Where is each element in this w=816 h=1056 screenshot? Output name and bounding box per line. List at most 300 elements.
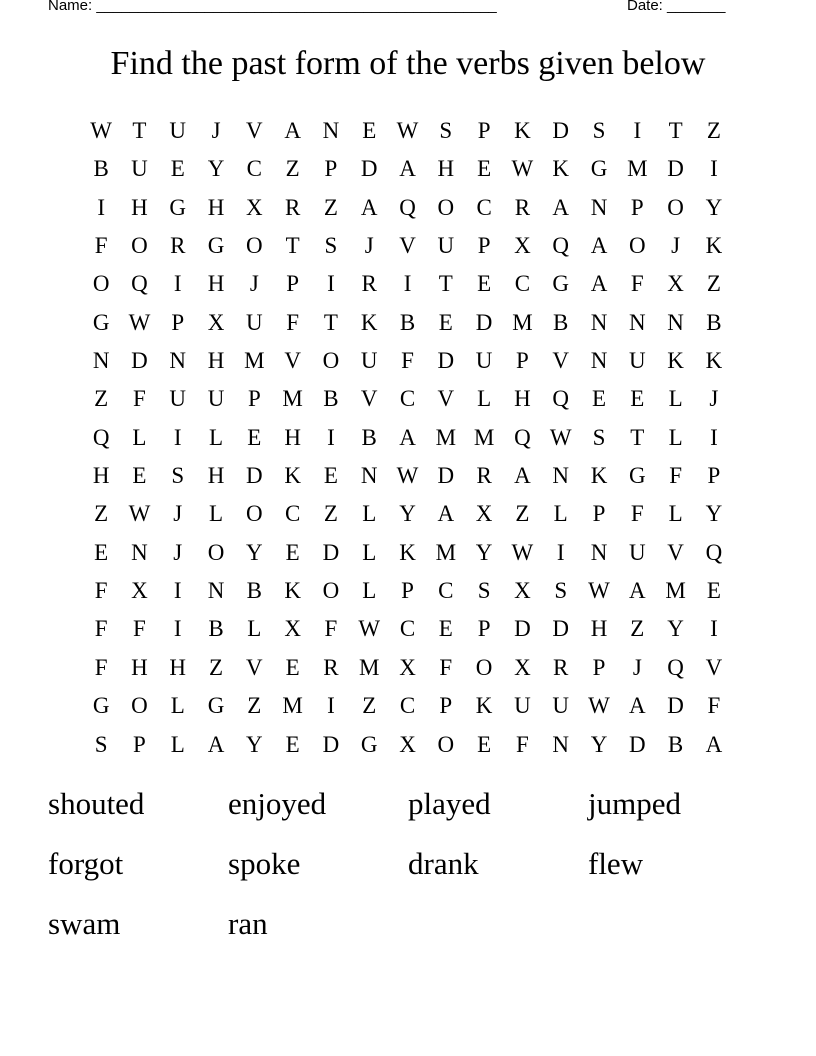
grid-letter: H xyxy=(590,616,608,642)
word-list-item: flew xyxy=(588,846,644,881)
grid-letter: W xyxy=(549,424,572,450)
grid-letter: Z xyxy=(630,616,645,642)
grid-letter: W xyxy=(90,118,112,143)
word-list-item: drank xyxy=(408,846,479,881)
grid-letter: L xyxy=(668,501,683,527)
grid-letter: G xyxy=(552,271,570,297)
grid-letter: O xyxy=(667,194,684,220)
grid-letter: S xyxy=(554,578,568,604)
grid-letter: F xyxy=(94,233,108,259)
grid-letter: S xyxy=(439,118,453,143)
grid-letter: J xyxy=(173,501,183,527)
grid-letter: U xyxy=(437,233,455,259)
grid-letter: E xyxy=(630,386,645,412)
grid-row xyxy=(82,687,733,725)
word-list-item: played xyxy=(408,786,491,821)
grid-letter: Z xyxy=(94,386,109,412)
grid-letter: C xyxy=(399,693,416,719)
grid-letter: U xyxy=(131,156,148,182)
grid-letter: E xyxy=(362,118,377,143)
grid-letter: Q xyxy=(92,424,110,450)
grid-letter: D xyxy=(475,309,493,335)
grid-letter: H xyxy=(514,386,531,412)
grid-letter: O xyxy=(437,731,455,757)
grid-letter: L xyxy=(362,578,377,604)
word-list-item: shouted xyxy=(48,786,145,821)
grid-row xyxy=(82,419,733,457)
grid-letter: Y xyxy=(207,156,225,182)
grid-letter: A xyxy=(628,578,646,604)
grid-letter: L xyxy=(668,386,683,412)
word-list-item: enjoyed xyxy=(228,786,327,821)
grid-letter: M xyxy=(435,424,457,450)
grid-letter: S xyxy=(592,424,606,450)
grid-letter: H xyxy=(207,271,225,297)
grid-letter: D xyxy=(514,616,531,642)
grid-letter: K xyxy=(360,309,378,335)
grid-row xyxy=(82,342,733,380)
grid-letter: E xyxy=(323,463,338,489)
grid-row xyxy=(82,112,733,150)
grid-row xyxy=(82,534,733,572)
grid-letter: S xyxy=(94,731,108,757)
grid-letter: X xyxy=(514,578,531,604)
grid-letter: N xyxy=(590,348,608,374)
grid-letter: K xyxy=(475,693,493,719)
grid-letter: J xyxy=(671,233,681,259)
grid-letter: I xyxy=(556,539,565,565)
grid-letter: G xyxy=(207,233,225,259)
grid-letter: W xyxy=(128,309,151,335)
grid-letter: Y xyxy=(705,501,723,527)
grid-letter: O xyxy=(131,693,148,719)
grid-letter: A xyxy=(360,194,378,220)
grid-letter: C xyxy=(284,501,301,527)
grid-letter: Y xyxy=(475,539,493,565)
grid-letter: Q xyxy=(552,386,570,412)
grid-letter: E xyxy=(285,539,300,565)
grid-letter: R xyxy=(553,654,569,680)
grid-letter: Q xyxy=(131,271,148,297)
grid-letter: N xyxy=(590,539,608,565)
grid-letter: V xyxy=(399,233,416,259)
grid-letter: U xyxy=(360,348,378,374)
grid-letter: D xyxy=(552,616,570,642)
grid-letter: Z xyxy=(247,693,262,719)
grid-letter: Z xyxy=(515,501,530,527)
grid-letter: A xyxy=(628,693,646,719)
grid-letter: E xyxy=(285,731,300,757)
grid-letter: K xyxy=(399,539,416,565)
grid-letter: J xyxy=(364,233,374,259)
grid-letter: A xyxy=(590,271,608,297)
grid-row xyxy=(82,495,733,533)
word-list-item: forgot xyxy=(48,846,124,881)
grid-letter: P xyxy=(401,578,414,604)
word-search-grid xyxy=(82,112,733,764)
grid-letter: I xyxy=(327,424,335,450)
grid-row xyxy=(82,189,733,227)
grid-letter: A xyxy=(590,233,608,259)
grid-letter: K xyxy=(514,118,531,143)
grid-letter: M xyxy=(282,693,303,719)
grid-letter: O xyxy=(207,539,225,565)
page-title: Find the past form of the verbs given below xyxy=(110,45,706,82)
word-list-item: jumped xyxy=(588,786,681,821)
grid-letter: D xyxy=(437,463,455,489)
grid-letter: E xyxy=(477,156,492,182)
grid-letter: E xyxy=(247,424,262,450)
grid-letter: R xyxy=(361,271,377,297)
grid-letter: G xyxy=(590,156,608,182)
grid-letter: P xyxy=(171,309,185,335)
grid-letter: L xyxy=(668,424,683,450)
grid-letter: M xyxy=(665,578,686,604)
grid-letter: X xyxy=(207,309,225,335)
grid-letter: I xyxy=(97,194,105,220)
grid-letter: P xyxy=(133,731,146,757)
grid-letter: L xyxy=(362,501,377,527)
grid-row xyxy=(82,649,733,687)
grid-letter: Y xyxy=(246,731,263,757)
grid-letter: A xyxy=(437,501,455,527)
grid-letter: R xyxy=(170,233,186,259)
grid-letter: O xyxy=(628,233,646,259)
grid-letter: J xyxy=(211,118,221,143)
grid-letter: W xyxy=(358,616,381,642)
grid-letter: C xyxy=(246,156,262,182)
grid-letter: O xyxy=(131,233,148,259)
grid-letter: H xyxy=(437,156,455,182)
grid-letter: P xyxy=(286,271,300,297)
grid-letter: X xyxy=(284,616,301,642)
grid-letter: E xyxy=(132,463,147,489)
grid-letter: F xyxy=(516,731,529,757)
grid-letter: Z xyxy=(323,194,338,220)
grid-letter: R xyxy=(284,194,301,220)
grid-letter: W xyxy=(588,693,610,719)
grid-letter: D xyxy=(131,348,148,374)
grid-letter: R xyxy=(323,654,339,680)
grid-letter: N xyxy=(131,539,148,565)
grid-letter: K xyxy=(705,233,723,259)
grid-letter: P xyxy=(324,156,338,182)
grid-letter: W xyxy=(588,578,610,604)
grid-letter: F xyxy=(324,616,338,642)
grid-letter: E xyxy=(94,539,109,565)
grid-letter: B xyxy=(553,309,569,335)
grid-letter: T xyxy=(323,309,338,335)
grid-letter: Y xyxy=(590,731,608,757)
grid-letter: P xyxy=(247,386,261,412)
grid-letter: T xyxy=(438,271,453,297)
grid-letter: L xyxy=(362,539,377,565)
grid-letter: Y xyxy=(246,539,263,565)
grid-letter: O xyxy=(475,654,493,680)
grid-letter: F xyxy=(94,654,108,680)
grid-letter: D xyxy=(667,693,684,719)
grid-letter: L xyxy=(553,501,568,527)
grid-letter: Q xyxy=(667,654,684,680)
grid-letter: M xyxy=(627,156,648,182)
grid-letter: Z xyxy=(323,501,338,527)
grid-letter: X xyxy=(399,731,416,757)
grid-letter: U xyxy=(552,693,570,719)
grid-letter: Y xyxy=(705,194,723,220)
grid-letter: D xyxy=(628,731,646,757)
grid-letter: W xyxy=(511,156,534,182)
grid-letter: C xyxy=(438,578,454,604)
grid-letter: I xyxy=(327,271,335,297)
grid-letter: Q xyxy=(705,539,723,565)
grid-letter: I xyxy=(173,616,182,642)
grid-letter: Q xyxy=(552,233,570,259)
grid-letter: X xyxy=(246,194,263,220)
grid-letter: A xyxy=(552,194,570,220)
grid-row xyxy=(82,610,733,648)
grid-letter: F xyxy=(439,654,453,680)
grid-letter: E xyxy=(477,271,492,297)
grid-letter: K xyxy=(552,156,570,182)
word-list-item: swam xyxy=(48,906,121,941)
word-list-item: ran xyxy=(228,906,268,941)
grid-letter: T xyxy=(285,233,300,259)
grid-letter: E xyxy=(285,654,300,680)
grid-letter: D xyxy=(552,118,570,143)
grid-letter: B xyxy=(706,309,722,335)
grid-row xyxy=(82,304,733,342)
grid-letter: F xyxy=(401,348,414,374)
grid-letter: U xyxy=(628,539,646,565)
grid-letter: W xyxy=(396,118,419,143)
grid-letter: N xyxy=(322,118,340,143)
grid-letter: I xyxy=(173,578,182,604)
grid-letter: I xyxy=(710,156,718,182)
grid-letter: N xyxy=(628,309,646,335)
grid-letter: V xyxy=(437,386,455,412)
grid-letter: L xyxy=(170,731,185,757)
grid-letter: V xyxy=(705,654,723,680)
grid-letter: K xyxy=(667,348,684,374)
grid-letter: B xyxy=(93,156,109,182)
grid-letter: S xyxy=(324,233,338,259)
grid-letter: B xyxy=(208,616,224,642)
grid-letter: F xyxy=(286,309,300,335)
grid-letter: Z xyxy=(706,271,721,297)
grid-letter: H xyxy=(131,194,148,220)
grid-letter: J xyxy=(632,654,642,680)
grid-letter: T xyxy=(668,118,683,143)
grid-letter: W xyxy=(511,539,534,565)
grid-letter: T xyxy=(132,118,147,143)
grid-letter: A xyxy=(514,463,531,489)
grid-letter: N xyxy=(552,731,570,757)
grid-letter: X xyxy=(514,654,531,680)
grid-letter: X xyxy=(399,654,416,680)
grid-letter: N xyxy=(590,194,608,220)
grid-letter: B xyxy=(246,578,262,604)
grid-letter: V xyxy=(246,118,263,143)
grid-letter: X xyxy=(131,578,148,604)
grid-letter: L xyxy=(477,386,492,412)
grid-row xyxy=(82,265,733,303)
grid-letter: I xyxy=(173,424,182,450)
grid-letter: N xyxy=(667,309,684,335)
grid-letter: H xyxy=(92,463,110,489)
grid-letter: K xyxy=(284,463,301,489)
grid-letter: F xyxy=(669,463,682,489)
grid-letter: B xyxy=(361,424,377,450)
grid-letter: L xyxy=(170,693,185,719)
grid-letter: E xyxy=(438,309,453,335)
grid-letter: M xyxy=(359,654,380,680)
grid-letter: I xyxy=(710,616,718,642)
grid-letter: U xyxy=(514,693,531,719)
grid-letter: A xyxy=(399,424,416,450)
grid-letter: P xyxy=(707,463,721,489)
grid-letter: X xyxy=(667,271,684,297)
grid-letter: M xyxy=(282,386,303,412)
grid-letter: H xyxy=(169,654,187,680)
grid-letter: N xyxy=(169,348,187,374)
grid-letter: K xyxy=(705,348,723,374)
grid-letter: J xyxy=(249,271,259,297)
grid-letter: A xyxy=(284,118,301,143)
grid-letter: H xyxy=(207,194,225,220)
grid-letter: I xyxy=(633,118,642,143)
grid-letter: F xyxy=(94,616,108,642)
grid-letter: C xyxy=(399,386,416,412)
grid-letter: G xyxy=(628,463,646,489)
grid-letter: X xyxy=(514,233,531,259)
grid-letter: G xyxy=(169,194,187,220)
grid-letter: I xyxy=(710,424,718,450)
grid-letter: V xyxy=(284,348,301,374)
grid-letter: A xyxy=(207,731,225,757)
grid-letter: H xyxy=(284,424,301,450)
grid-letter: J xyxy=(173,539,183,565)
grid-letter: C xyxy=(514,271,531,297)
grid-letter: F xyxy=(630,501,644,527)
grid-letter: D xyxy=(360,156,378,182)
grid-letter: N xyxy=(590,309,608,335)
grid-letter: P xyxy=(630,194,644,220)
grid-letter: B xyxy=(323,386,339,412)
grid-letter: O xyxy=(437,194,455,220)
grid-letter: F xyxy=(707,693,721,719)
grid-letter: E xyxy=(170,156,185,182)
word-list xyxy=(48,782,768,962)
grid-letter: Z xyxy=(285,156,300,182)
grid-letter: S xyxy=(477,578,491,604)
date-field-line: Date: _______ xyxy=(627,0,726,14)
grid-letter: T xyxy=(630,424,645,450)
grid-letter: O xyxy=(92,271,110,297)
grid-letter: F xyxy=(133,386,146,412)
grid-letter: P xyxy=(439,693,453,719)
grid-letter: Z xyxy=(94,501,109,527)
grid-letter: H xyxy=(207,463,225,489)
grid-letter: I xyxy=(327,693,335,719)
grid-letter: V xyxy=(360,386,378,412)
grid-letter: X xyxy=(475,501,493,527)
grid-letter: M xyxy=(435,539,457,565)
grid-letter: G xyxy=(92,309,110,335)
grid-letter: O xyxy=(246,233,263,259)
grid-letter: N xyxy=(92,348,110,374)
grid-letter: U xyxy=(169,118,187,143)
grid-letter: L xyxy=(247,616,262,642)
grid-letter: D xyxy=(322,539,340,565)
grid-letter: W xyxy=(128,501,151,527)
grid-letter: N xyxy=(207,578,225,604)
grid-letter: O xyxy=(322,348,340,374)
grid-letter: L xyxy=(209,501,224,527)
grid-letter: P xyxy=(592,654,606,680)
grid-letter: U xyxy=(169,386,187,412)
grid-letter: M xyxy=(244,348,265,374)
grid-letter: N xyxy=(360,463,378,489)
grid-letter: B xyxy=(667,731,684,757)
grid-letter: V xyxy=(552,348,570,374)
grid-letter: G xyxy=(360,731,378,757)
grid-letter: Y xyxy=(399,501,416,527)
grid-letter: E xyxy=(477,731,492,757)
grid-letter: Q xyxy=(399,194,416,220)
grid-letter: Z xyxy=(706,118,721,143)
grid-letter: M xyxy=(512,309,533,335)
grid-letter: V xyxy=(667,539,684,565)
grid-letter: O xyxy=(322,578,340,604)
grid-letter: K xyxy=(284,578,301,604)
grid-letter: D xyxy=(437,348,455,374)
grid-letter: P xyxy=(592,501,606,527)
grid-row xyxy=(82,726,733,764)
grid-letter: D xyxy=(322,731,340,757)
grid-letter: Y xyxy=(667,616,684,642)
grid-letter: P xyxy=(477,118,491,143)
grid-letter: R xyxy=(476,463,492,489)
grid-letter: U xyxy=(475,348,493,374)
grid-letter: L xyxy=(132,424,147,450)
grid-letter: U xyxy=(207,386,225,412)
grid-letter: P xyxy=(477,233,491,259)
grid-letter: S xyxy=(171,463,185,489)
grid-letter: E xyxy=(438,616,453,642)
grid-letter: W xyxy=(396,463,419,489)
grid-letter: M xyxy=(473,424,495,450)
grid-row xyxy=(82,457,733,495)
grid-letter: D xyxy=(667,156,684,182)
grid-letter: P xyxy=(477,616,491,642)
grid-letter: C xyxy=(476,194,492,220)
grid-letter: V xyxy=(246,654,263,680)
grid-letter: L xyxy=(209,424,224,450)
grid-letter: O xyxy=(246,501,263,527)
grid-letter: I xyxy=(173,271,182,297)
grid-letter: S xyxy=(592,118,606,143)
grid-letter: Q xyxy=(514,424,531,450)
grid-letter: J xyxy=(709,386,719,412)
grid-letter: A xyxy=(399,156,416,182)
grid-letter: H xyxy=(207,348,225,374)
grid-letter: D xyxy=(246,463,263,489)
grid-letter: I xyxy=(403,271,412,297)
word-list-item: spoke xyxy=(228,846,301,881)
grid-letter: F xyxy=(94,578,108,604)
grid-letter: E xyxy=(591,386,607,412)
grid-row xyxy=(82,380,733,418)
